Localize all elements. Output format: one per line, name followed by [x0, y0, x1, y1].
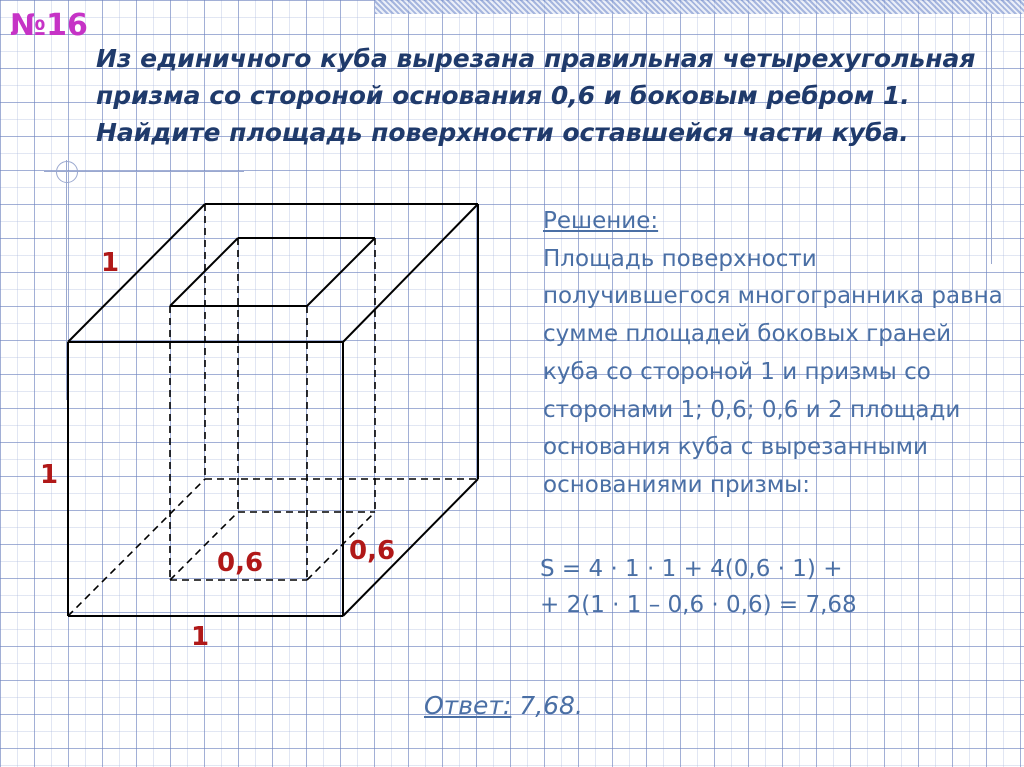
label-bottom-edge: 1	[191, 622, 210, 652]
formula-line-1: S = 4 · 1 · 1 + 4(0,6 · 1) +	[540, 556, 843, 582]
task-number: №16	[10, 8, 88, 43]
solution-formula	[540, 551, 1010, 623]
solution-body: Площадь поверхности получившегося многогранника равна сумме площадей боковых граней куба со стороной 1 и призмы со сторонами 1; 0,6; 0,6 и 2 площади основания куба с вырезанными основаниями призмы:	[543, 245, 1003, 498]
label-top-edge: 1	[101, 248, 120, 278]
answer-label: Ответ:	[424, 691, 512, 720]
label-left-edge: 1	[40, 460, 59, 490]
cube-edge	[68, 204, 205, 342]
solution-heading: Решение:	[543, 208, 659, 234]
cube-hidden-edge	[68, 479, 205, 616]
formula-line-2: + 2(1 · 1 – 0,6 · 0,6) = 7,68	[540, 592, 857, 618]
prism-top-edge	[307, 238, 375, 306]
answer	[424, 691, 583, 720]
problem-statement: Из единичного куба вырезана правильная четырехугольная призма со стороной основания 0,6 и боковым ребром 1. Найдите площадь поверхности оставшейся части куба.	[96, 44, 976, 147]
label-inner-front: 0,6	[217, 548, 264, 578]
solution-block	[543, 203, 1003, 505]
cube-edge	[343, 204, 478, 342]
prism-top-edge	[170, 238, 238, 306]
label-inner-side: 0,6	[349, 536, 396, 566]
answer-value: 7,68.	[511, 691, 583, 720]
